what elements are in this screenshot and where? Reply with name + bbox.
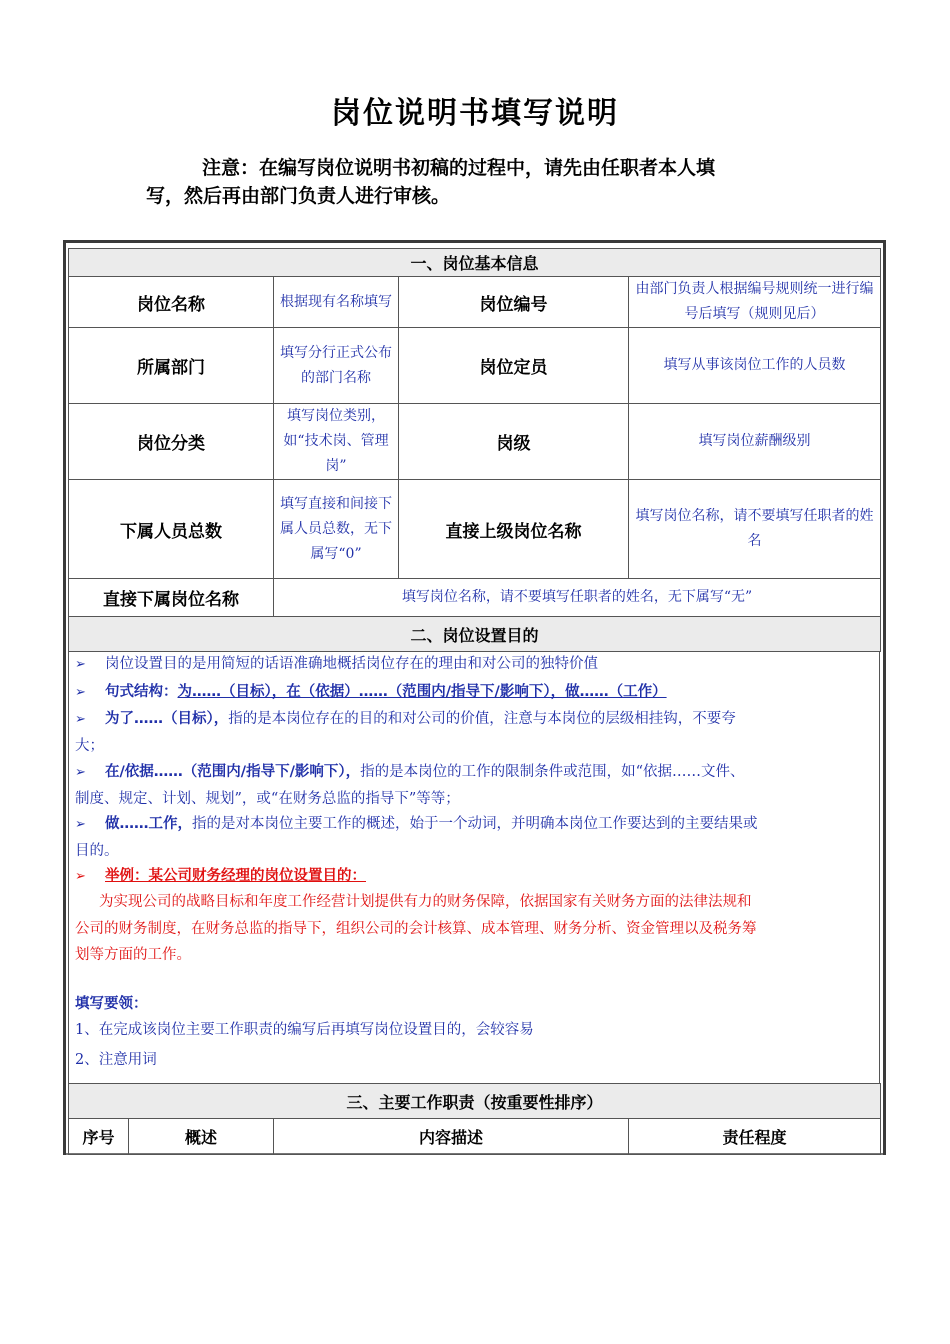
arrow-bullet-icon: ➢ [75, 869, 86, 884]
label-position-code: 岗位编号 [399, 277, 629, 328]
notice-text [146, 154, 826, 210]
col-header-summary: 概述 [129, 1119, 274, 1155]
sentence-formula: 为……（目标），在（依据）……（范围内/指导下/影响下），做……（工作） [177, 684, 667, 700]
example-text-2: 公司的财务制度，在财务总监的指导下，组织公司的会计核算、成本管理、财务分析、资金管理以及税务筹 [75, 921, 757, 937]
notice-line-2: 写，然后再由部门负责人进行审核。 [146, 185, 451, 207]
section-3-header: 三、主要工作职责（按重要性排序） [69, 1084, 881, 1119]
section-1-header: 一、岗位基本信息 [69, 249, 881, 277]
arrow-bullet-icon: ➢ [75, 685, 86, 700]
label-direct-superior: 直接上级岗位名称 [399, 480, 629, 579]
purpose-item-4: ➢ 在/依据……（范围内/指导下/影响下），指的是本岗位的工作的限制条件或范围，如“依据……文件、 制度、规定、计划、规划”，或“在财务总监的指导下”等等； [75, 759, 875, 812]
page-title: 岗位说明书填写说明 [331, 96, 619, 131]
basic-info-table [68, 248, 881, 652]
arrow-bullet-icon: ➢ [75, 657, 86, 672]
position-purpose-section [68, 651, 880, 1083]
value-subordinates-total[interactable]: 填写直接和间接下属人员总数，无下属写“0” [274, 480, 399, 579]
example-label: ➢ 举例：某公司财务经理的岗位设置目的： [75, 863, 875, 890]
tips-label: 填写要领： [75, 996, 148, 1012]
example-text-3: 划等方面的工作。 [75, 947, 191, 963]
value-position-name[interactable]: 根据现有名称填写 [274, 277, 399, 328]
value-category[interactable]: 填写岗位类别，如“技术岗、管理岗” [274, 404, 399, 480]
purpose-item-3: ➢ 为了……（目标），指的是本岗位存在的目的和对公司的价值，注意与本岗位的层级相挂钩，不要夸 大； [75, 706, 875, 759]
value-grade[interactable]: 填写岗位薪酬级别 [629, 404, 881, 480]
label-direct-subordinates: 直接下属岗位名称 [69, 579, 274, 617]
label-position-name: 岗位名称 [69, 277, 274, 328]
label-category: 岗位分类 [69, 404, 274, 480]
section-2-header: 二、岗位设置目的 [69, 617, 881, 652]
arrow-bullet-icon: ➢ [75, 765, 86, 780]
duties-section [68, 1083, 880, 1155]
notice-line-1: 注意：在编写岗位说明书初稿的过程中，请先由任职者本人填 [202, 157, 716, 179]
label-headcount: 岗位定员 [399, 328, 629, 404]
col-header-index: 序号 [69, 1119, 129, 1155]
col-header-responsibility: 责任程度 [629, 1119, 881, 1155]
arrow-bullet-icon: ➢ [75, 817, 86, 832]
tip-1: 1、在完成该岗位主要工作职责的编写后再填写岗位设置目的，会较容易 [75, 1022, 534, 1038]
value-direct-superior[interactable]: 填写岗位名称，请不要填写任职者的姓名 [629, 480, 881, 579]
tip-2: 2、注意用词 [75, 1052, 157, 1068]
value-position-code[interactable]: 由部门负责人根据编号规则统一进行编号后填写（规则见后） [629, 277, 881, 328]
duties-table [68, 1083, 881, 1155]
arrow-bullet-icon: ➢ [75, 712, 86, 727]
purpose-item-2: ➢ 句式结构：为……（目标），在（依据）……（范围内/指导下/影响下），做……（工作） [75, 679, 875, 706]
label-subordinates-total: 下属人员总数 [69, 480, 274, 579]
value-headcount[interactable]: 填写从事该岗位工作的人员数 [629, 328, 881, 404]
col-header-description: 内容描述 [274, 1119, 629, 1155]
purpose-item-5: ➢ 做……工作，指的是对本岗位主要工作的概述，始于一个动词，并明确本岗位工作要达到的主要结果或 目的。 [75, 811, 875, 864]
value-direct-subordinates[interactable]: 填写岗位名称，请不要填写任职者的姓名，无下属写“无” [274, 579, 881, 617]
basic-info-section [68, 248, 880, 652]
label-grade: 岗级 [399, 404, 629, 480]
purpose-item-1: ➢ 岗位设置目的是用简短的话语准确地概括岗位存在的理由和对公司的独特价值 [75, 651, 875, 678]
value-department[interactable]: 填写分行正式公布的部门名称 [274, 328, 399, 404]
example-text: 为实现公司的战略目标和年度工作经营计划提供有力的财务保障，依据国家有关财务方面的法律法规和 [99, 894, 752, 910]
label-department: 所属部门 [69, 328, 274, 404]
